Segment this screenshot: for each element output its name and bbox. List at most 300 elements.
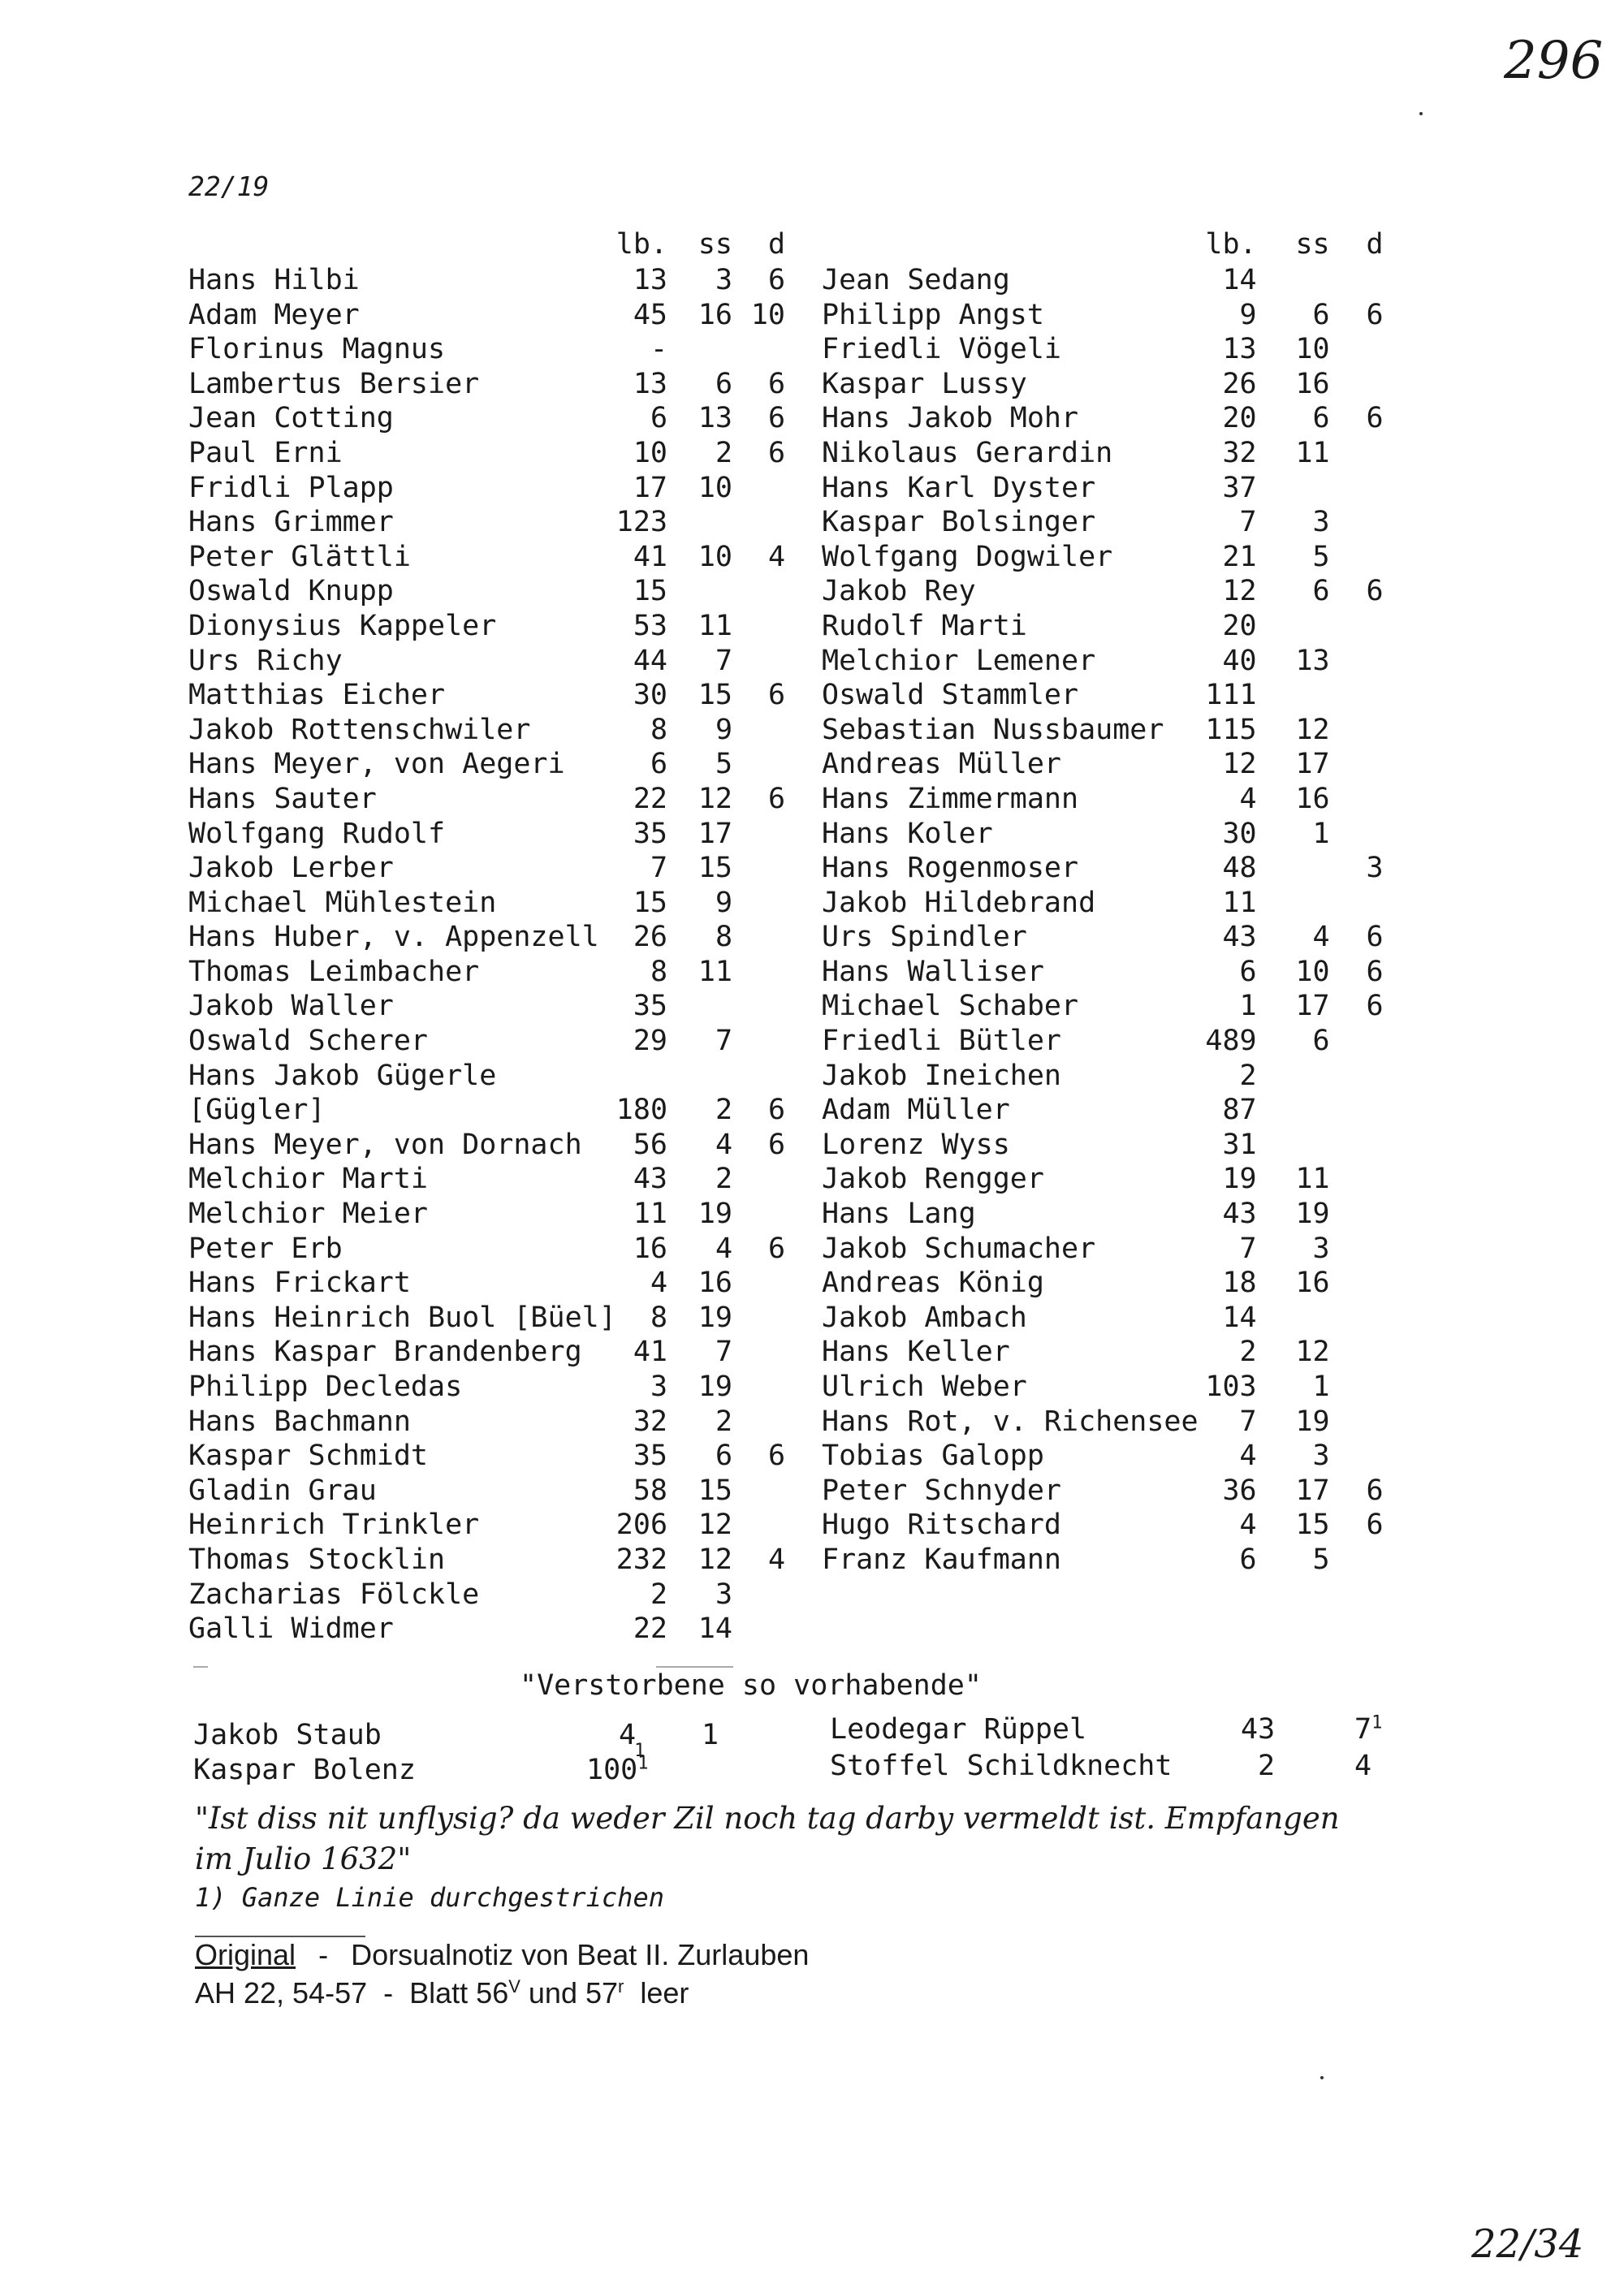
dorsal-note-line-2: im Julio 1632" [195, 1841, 412, 1876]
entry-name: Philipp Decledas [188, 1371, 463, 1403]
entry-name: Michael Mühlestein [188, 886, 497, 919]
ss-value: 1 [1312, 817, 1330, 850]
d-value: 6 [767, 264, 786, 296]
ledger-row [188, 1197, 785, 1232]
entry-name: Lambertus Bersier [188, 367, 480, 400]
deceased-name: Kaspar Bolenz [193, 1754, 416, 1786]
entry-name: Nikolaus Gerardin [822, 436, 1113, 469]
lb-value: 17 [633, 471, 668, 504]
ss-value: 13 [1295, 644, 1330, 677]
lb-value: 16 [633, 1232, 668, 1265]
d-value [732, 1266, 785, 1301]
ledger-row [188, 1093, 785, 1128]
d-value [732, 886, 785, 921]
lb-value: 7 [1239, 506, 1257, 539]
d-value: 6 [1366, 402, 1384, 435]
entry-name: Melchior Lemener [822, 644, 1096, 677]
ss-value: 6 [1312, 575, 1330, 608]
entry-name: Peter Erb [188, 1232, 343, 1265]
lb-value: 36 [1222, 1474, 1257, 1507]
d-value [732, 851, 785, 886]
d-value: 6 [767, 1094, 786, 1127]
entry-name: Heinrich Trinkler [188, 1509, 480, 1542]
ledger-row [188, 747, 785, 782]
faint-separator [656, 1666, 733, 1668]
ss-value [1257, 851, 1330, 886]
lb-value: 2 [1239, 1059, 1257, 1092]
d-value [1330, 1128, 1384, 1163]
lb-value: 6 [650, 402, 668, 435]
d-value: 6 [767, 436, 786, 469]
ss-value [1257, 609, 1330, 644]
ss-value: 10 [1295, 955, 1330, 988]
entry-name: Urs Spindler [822, 921, 1027, 954]
entry-name: Wolfgang Dogwiler [822, 540, 1113, 573]
d-value [1330, 471, 1384, 506]
d-value [732, 332, 785, 367]
entry-name: Hans Rot, v. Richensee [822, 1405, 1199, 1438]
entry-name: Hans Karl Dyster [822, 471, 1096, 504]
ss-value: 9 [715, 886, 733, 919]
source-dash: - [318, 1938, 329, 1971]
ss-value: 5 [1312, 1543, 1330, 1576]
entry-name: Jakob Schumacher [822, 1232, 1096, 1265]
lb-value: 123 [615, 506, 668, 539]
lb-value: 43 [1222, 1198, 1257, 1231]
d-value [1330, 1543, 1384, 1578]
entry-name: Hans Frickart [188, 1267, 411, 1300]
entry-name: Hans Bachmann [188, 1405, 411, 1438]
ss-value: 16 [1295, 782, 1330, 815]
ledger-row [822, 782, 1384, 817]
ss-value: 19 [698, 1301, 733, 1334]
ledger-row [188, 955, 785, 990]
entry-name: Jakob Lerber [188, 852, 394, 885]
ledger-row [822, 989, 1384, 1024]
d-value: 10 [750, 298, 786, 331]
lb-value: 4 [1239, 1440, 1257, 1473]
ink-dot [1419, 112, 1423, 115]
d-value [732, 1024, 785, 1059]
entry-name: Fridli Plapp [188, 471, 394, 504]
d-value: 6 [1366, 921, 1384, 954]
ledger-row [188, 1405, 785, 1440]
ss-value: 4 [715, 1232, 733, 1265]
ss-value: 3 [715, 264, 733, 296]
lb-value: 3 [650, 1371, 668, 1403]
ledger-row [822, 886, 1384, 921]
entry-name: Peter Schnyder [822, 1474, 1062, 1507]
entry-name: Galli Widmer [188, 1612, 394, 1646]
ledger-row [822, 332, 1384, 367]
lb-value: 15 [633, 886, 668, 919]
ledger-row [822, 401, 1384, 436]
entry-name: Hans Walliser [822, 955, 1044, 988]
ss-value [1257, 886, 1330, 921]
ss-value: 4 [715, 1128, 733, 1161]
lb-value: 13 [1222, 333, 1257, 366]
d-value [1330, 367, 1384, 402]
entry-name: Urs Richy [188, 644, 343, 677]
lb-value: 30 [1222, 817, 1257, 850]
ss-value [667, 505, 732, 540]
ledger-row [822, 1232, 1384, 1267]
d-value [1330, 1301, 1384, 1336]
ss-value: 16 [698, 1267, 733, 1300]
ledger-row [188, 817, 785, 852]
entry-name: Jakob Rengger [822, 1163, 1044, 1196]
entry-name: Thomas Leimbacher [188, 955, 480, 988]
ss-value [1257, 678, 1330, 713]
d-value: 4 [767, 1543, 786, 1576]
d-value: 3 [1366, 852, 1384, 885]
entry-name: Adam Müller [822, 1094, 1010, 1127]
entry-name: Dionysius Kappeler [188, 609, 497, 642]
footnote-marker: 1 [1371, 1712, 1383, 1733]
entry-name: Oswald Knupp [188, 575, 394, 608]
ledger-row [188, 1439, 785, 1474]
ledger-row [822, 678, 1384, 713]
deceased-entry [830, 1750, 1172, 1782]
entry-name: Jakob Waller [188, 990, 394, 1023]
entry-name: Hans Hilbi [188, 264, 360, 296]
ss-value: 10 [698, 471, 733, 504]
d-value [1330, 505, 1384, 540]
lb-value: 4 [1239, 782, 1257, 815]
lb-value: 53 [633, 609, 668, 642]
lb-value: 206 [615, 1509, 668, 1542]
ledger-row [822, 644, 1384, 679]
lb-value: 180 [615, 1094, 668, 1127]
entry-name: Hans Heinrich Buol [Büel] [188, 1301, 616, 1334]
ss-value: 12 [698, 1543, 733, 1576]
d-value [732, 1059, 785, 1094]
footnote-marker: 1 [634, 1741, 646, 1762]
footnote-marker: 1 [637, 1753, 649, 1774]
right-header-row [822, 226, 1384, 263]
left-header-row [188, 226, 785, 263]
lb-value: 11 [1222, 886, 1257, 919]
lb-value: 26 [1222, 367, 1257, 400]
ss-value: 2 [715, 436, 733, 469]
dorsal-note-line-1: "Ist diss nit unflysig? da weder Zil noch tag darby vermeldt ist. Empfangen [195, 1801, 1340, 1836]
entry-name: Florinus Magnus [188, 333, 446, 366]
ledger-row [822, 1266, 1384, 1301]
original-label: Original [195, 1938, 296, 1971]
ledger-row [822, 920, 1384, 955]
ledger-row [188, 1335, 785, 1370]
ledger-row [822, 747, 1384, 782]
ss-value: 16 [698, 298, 733, 331]
ss-value [1257, 1128, 1330, 1163]
d-value [732, 505, 785, 540]
ss-value: 15 [698, 679, 733, 712]
d-value [1330, 1232, 1384, 1267]
lb-value: 10 [633, 436, 668, 469]
ledger-row [822, 1543, 1384, 1578]
deceased-ss: 1 [702, 1719, 719, 1751]
lb-value: 12 [1222, 748, 1257, 781]
ss-value: 19 [698, 1198, 733, 1231]
ss-value: 11 [1295, 436, 1330, 469]
footnote: 1) Ganze Linie durchgestrichen [195, 1882, 664, 1913]
d-value [1330, 678, 1384, 713]
lb-value: 35 [633, 1440, 668, 1473]
d-value [1330, 886, 1384, 921]
entry-name: Hans Sauter [188, 782, 377, 815]
d-value: 6 [767, 402, 786, 435]
entry-name: Hans Jakob Gügerle [188, 1059, 497, 1092]
ss-value: 16 [1295, 367, 1330, 400]
ss-value: 11 [698, 609, 733, 642]
ss-value: 1 [1312, 1371, 1330, 1403]
ss-header: ss [1295, 228, 1330, 261]
ss-value: 12 [698, 782, 733, 815]
ss-value [1257, 263, 1330, 298]
lb-value: 21 [1222, 540, 1257, 573]
ss-value: 12 [1295, 1336, 1330, 1369]
d-value [732, 1474, 785, 1509]
entry-name: Hans Kaspar Brandenberg [188, 1336, 582, 1369]
d-value: 6 [1366, 1474, 1384, 1507]
ledger-row [188, 1578, 785, 1612]
entry-name: Hans Grimmer [188, 506, 394, 539]
ledger-row [822, 1439, 1384, 1474]
ss-value: 6 [1312, 298, 1330, 331]
ss-value: 10 [698, 540, 733, 573]
d-value [1330, 1059, 1384, 1094]
ledger-row [188, 332, 785, 367]
d-value [1330, 644, 1384, 679]
entry-name: Jakob Rottenschwiler [188, 713, 531, 746]
ledger-row [188, 644, 785, 679]
lb-value: 9 [1239, 298, 1257, 331]
d-value [732, 574, 785, 609]
lb-value: 22 [633, 1612, 668, 1646]
ledger-row [188, 540, 785, 575]
ss-value [667, 332, 732, 367]
d-value [1330, 436, 1384, 471]
ledger-row [188, 989, 785, 1024]
lb-value: 31 [1222, 1128, 1257, 1161]
source-line-2: AH 22, 54-57 - Blatt $56^V$ und 57$^r$ leer [195, 1976, 689, 2010]
d-value: 6 [1366, 990, 1384, 1023]
d-value [732, 747, 785, 782]
section-title: "Verstorbene so vorhabende" [520, 1669, 982, 1702]
ledger-row [822, 1335, 1384, 1370]
d-value [732, 955, 785, 990]
ss-value: 11 [698, 955, 733, 988]
lb-value: 48 [1222, 852, 1257, 885]
d-value [1330, 713, 1384, 748]
ledger-row [822, 1162, 1384, 1197]
ss-value: 5 [1312, 540, 1330, 573]
lb-value: 40 [1222, 644, 1257, 677]
lb-value: 41 [633, 1336, 668, 1369]
d-value [1330, 1162, 1384, 1197]
lb-value: 20 [1222, 609, 1257, 642]
ledger-row [188, 1162, 785, 1197]
ss-value: 3 [715, 1578, 733, 1611]
ss-value: 3 [1312, 506, 1330, 539]
ledger-row [822, 1059, 1384, 1094]
ss-value [1257, 1301, 1330, 1336]
ledger-row [822, 540, 1384, 575]
lb-value: 58 [633, 1474, 668, 1507]
ledger-row [822, 851, 1384, 886]
ss-value: 8 [715, 921, 733, 954]
page-number-handwritten: 296 [1504, 31, 1604, 91]
deceased-entry [830, 1713, 1086, 1746]
deceased-entry [193, 1754, 416, 1786]
reference-code: 22/19 [188, 171, 270, 202]
lb-value: 7 [1239, 1405, 1257, 1438]
lb-value: 35 [633, 990, 668, 1023]
lb-value: 41 [633, 540, 668, 573]
lb-header: lb. [615, 228, 668, 261]
lb-value: 1 [1239, 990, 1257, 1023]
lb-value: 19 [1222, 1163, 1257, 1196]
ss-value: 17 [1295, 1474, 1330, 1507]
d-value [1330, 1266, 1384, 1301]
ss-value: 12 [698, 1509, 733, 1542]
ledger-row [822, 1301, 1384, 1336]
ledger-row [188, 782, 785, 817]
ledger-row [188, 678, 785, 713]
ledger-row [822, 1197, 1384, 1232]
entry-name: Adam Meyer [188, 298, 360, 331]
ledger-row [822, 1093, 1384, 1128]
entry-name: Hans Lang [822, 1198, 976, 1231]
lb-value: 6 [650, 748, 668, 781]
ledger-row [188, 505, 785, 540]
entry-name: Friedli Vögeli [822, 333, 1062, 366]
lb-value: 45 [633, 298, 668, 331]
ledger-row [188, 574, 785, 609]
d-value [1330, 747, 1384, 782]
ledger-row [188, 367, 785, 402]
ledger-row [822, 471, 1384, 506]
deceased-lb: 43 [1241, 1713, 1276, 1746]
deceased-name: Leodegar Rüppel [830, 1713, 1087, 1746]
entry-name: Jakob Rey [822, 575, 976, 608]
entry-name: Oswald Stammler [822, 679, 1079, 712]
ss-value [667, 989, 732, 1024]
ss-value: 6 [715, 1440, 733, 1473]
lb-value: 14 [1222, 264, 1257, 296]
lb-value: 37 [1222, 471, 1257, 504]
d-value [732, 609, 785, 644]
d-value [732, 1578, 785, 1612]
lb-value: 11 [633, 1198, 668, 1231]
lb-value: 8 [650, 1301, 668, 1334]
d-value: 6 [767, 1128, 786, 1161]
ledger-row [188, 436, 785, 471]
entry-name: Hans Meyer, von Aegeri [188, 748, 565, 781]
ledger-row [188, 886, 785, 921]
ledger-row [188, 471, 785, 506]
lb-value: 20 [1222, 402, 1257, 435]
entry-name: Melchior Marti [188, 1163, 429, 1196]
deceased-lb: $100^1$ [586, 1753, 649, 1786]
ss-value: 10 [1295, 333, 1330, 366]
ledger-row [822, 367, 1384, 402]
lb-value: 6 [1239, 1543, 1257, 1576]
ss-value: 7 [715, 1336, 733, 1369]
entry-name: Kaspar Bolsinger [822, 506, 1096, 539]
lb-value: 7 [1239, 1232, 1257, 1265]
entry-name: Tobias Galopp [822, 1440, 1044, 1473]
ledger-row [188, 1266, 785, 1301]
entry-name: Oswald Scherer [188, 1025, 429, 1058]
entry-name: Paul Erni [188, 436, 343, 469]
entry-name: Gladin Grau [188, 1474, 377, 1507]
ss-value [1257, 1093, 1330, 1128]
ss-value: 16 [1295, 1267, 1330, 1300]
ss-value: 6 [715, 367, 733, 400]
entry-name: Andreas König [822, 1267, 1044, 1300]
entry-name: Wolfgang Rudolf [188, 817, 446, 850]
ss-value: 12 [1295, 713, 1330, 746]
lb-value: 56 [633, 1128, 668, 1161]
ledger-row [822, 1508, 1384, 1543]
d-value [1330, 1370, 1384, 1405]
lb-value: 43 [633, 1163, 668, 1196]
d-value [1330, 263, 1384, 298]
ledger-row [188, 851, 785, 886]
d-value [732, 920, 785, 955]
d-value [732, 1370, 785, 1405]
lb-value: 44 [633, 644, 668, 677]
lb-value: 87 [1222, 1094, 1257, 1127]
source-line-1 [195, 1938, 809, 1972]
deceased-name: Stoffel Schildknecht [830, 1750, 1173, 1782]
lb-value: 232 [615, 1543, 668, 1576]
source-rule [195, 1936, 365, 1937]
d-value [732, 1162, 785, 1197]
lb-value: 7 [650, 852, 668, 885]
entry-name: Hans Huber, v. Appenzell [188, 921, 599, 954]
ledger-row [188, 1232, 785, 1267]
ss-value: 9 [715, 713, 733, 746]
ledger-row [822, 1024, 1384, 1059]
lb-header: lb. [1205, 228, 1257, 261]
entry-name: Melchior Meier [188, 1198, 429, 1231]
entry-name: Jakob Hildebrand [822, 886, 1096, 919]
ss-value: 15 [698, 852, 733, 885]
ledger-row [188, 1024, 785, 1059]
lb-value: 22 [633, 782, 668, 815]
ss-value: 2 [715, 1094, 733, 1127]
lb-value: 35 [633, 817, 668, 850]
ledger-row [822, 1128, 1384, 1163]
deceased-name: Jakob Staub [193, 1719, 382, 1751]
d-value [732, 1508, 785, 1543]
ss-value [1257, 471, 1330, 506]
ledger-row [188, 713, 785, 748]
d-value [732, 644, 785, 679]
ledger-row [188, 1059, 785, 1094]
d-value [732, 713, 785, 748]
ledger-row [822, 713, 1384, 748]
entry-name: Hugo Ritschard [822, 1509, 1062, 1542]
lb-value: 115 [1205, 713, 1257, 746]
deceased-ss: $7^1$ [1354, 1712, 1383, 1746]
ss-value: 17 [1295, 990, 1330, 1023]
deceased-entry [193, 1719, 382, 1751]
ss-value: 3 [1312, 1232, 1330, 1265]
ledger-row [822, 609, 1384, 644]
